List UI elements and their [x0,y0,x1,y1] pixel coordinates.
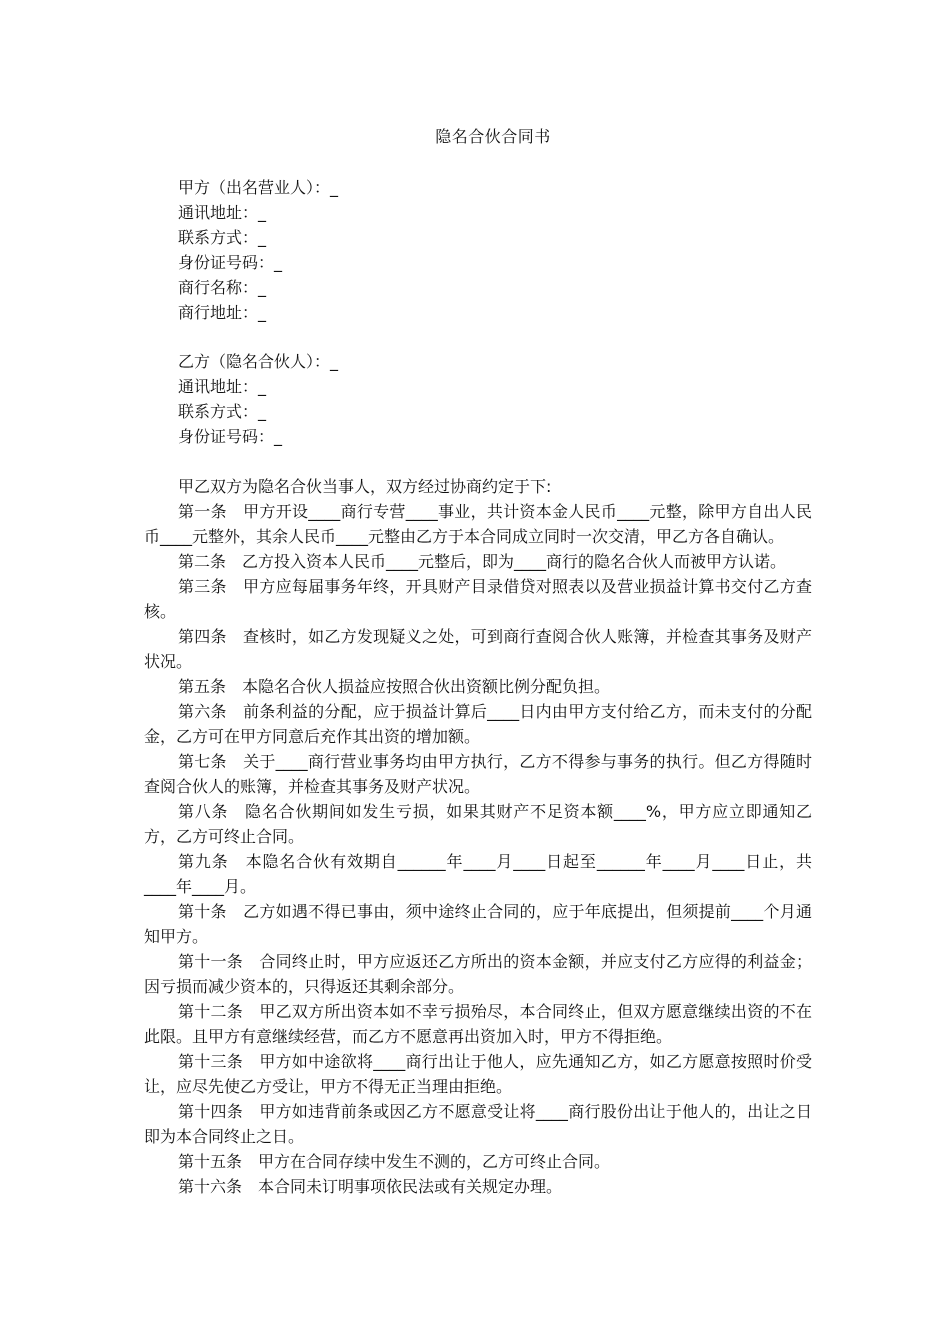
contract-body [144,474,812,1199]
party-a-contact-line: 联系方式：_ [178,228,267,247]
preamble-paragraph: 甲乙双方为隐名合伙当事人，双方经过协商约定于下: [178,477,552,496]
party-b-contact-line: 联系方式：_ [178,402,267,421]
article-10: 第十条 乙方如遇不得已事由，须中途终止合同的，应于年底提出，但须提前____个月通知甲方。 [144,902,812,946]
article-16: 第十六条 本合同未订明事项依民法或有关规定办理。 [178,1177,563,1196]
article-8: 第八条 隐名合伙期间如发生亏损，如果其财产不足资本额____%，甲方应立即通知乙方，乙方可终止合同。 [144,802,812,846]
article-3: 第三条 甲方应每届事务年终，开具财产目录借贷对照表以及营业损益计算书交付乙方查核。 [144,577,812,621]
party-b-address-line: 通讯地址：_ [178,377,267,396]
party-a-name-line: 甲方（出名营业人）：_ [178,178,339,197]
party-a-firm-name-line: 商行名称：_ [178,278,267,297]
article-9: 第九条 本隐名合伙有效期自______年____月____日起至______年____月____日止，共____年____月。 [144,852,812,896]
party-b-name-line: 乙方（隐名合伙人）：_ [178,352,339,371]
party-a-id-line: 身份证号码：_ [178,253,283,272]
party-a-info [178,175,338,325]
party-b-id-line: 身份证号码：_ [178,427,283,446]
article-15: 第十五条 甲方在合同存续中发生不测的，乙方可终止合同。 [178,1152,611,1171]
article-4: 第四条 查核时，如乙方发现疑义之处，可到商行查阅合伙人账簿，并检查其事务及财产状况。 [144,627,812,671]
article-1: 第一条 甲方开设____商行专营____事业，共计资本金人民币____元整，除甲方自出人民币____元整外，其余人民币____元整由乙方于本合同成立同时一次交清，甲乙方各自确认。 [144,502,812,546]
article-2: 第二条 乙方投入资本人民币____元整后，即为____商行的隐名合伙人而被甲方认诺。 [178,552,787,571]
article-12: 第十二条 甲乙双方所出资本如不幸亏损殆尽，本合同终止，但双方愿意继续出资的不在此限。且甲方有意继续经营，而乙方不愿意再出资加入时，甲方不得拒绝。 [144,1002,812,1046]
party-a-firm-address-line: 商行地址：_ [178,303,267,322]
article-11: 第十一条 合同终止时，甲方应返还乙方所出的资本金额，并应支付乙方应得的利益金；因亏损而减少资本的，只得返还其剩余部分。 [144,952,812,996]
document-title: 隐名合伙合同书 [435,127,551,146]
party-b-info [178,349,338,449]
article-13: 第十三条 甲方如中途欲将____商行出让于他人，应先通知乙方，如乙方愿意按照时价受让，应尽先使乙方受让，甲方不得无正当理由拒绝。 [144,1052,812,1096]
article-7: 第七条 关于____商行营业事务均由甲方执行，乙方不得参与事务的执行。但乙方得随时查阅合伙人的账簿，并检查其事务及财产状况。 [144,752,812,796]
article-5: 第五条 本隐名合伙人损益应按照合伙出资额比例分配负担。 [178,677,611,696]
party-a-address-line: 通讯地址：_ [178,203,267,222]
article-6: 第六条 前条利益的分配，应于损益计算后____日内由甲方支付给乙方，而未支付的分配金，乙方可在甲方同意后充作其出资的增加额。 [144,702,812,746]
article-14: 第十四条 甲方如违背前条或因乙方不愿意受让将____商行股份出让于他人的，出让之日即为本合同终止之日。 [144,1102,812,1146]
